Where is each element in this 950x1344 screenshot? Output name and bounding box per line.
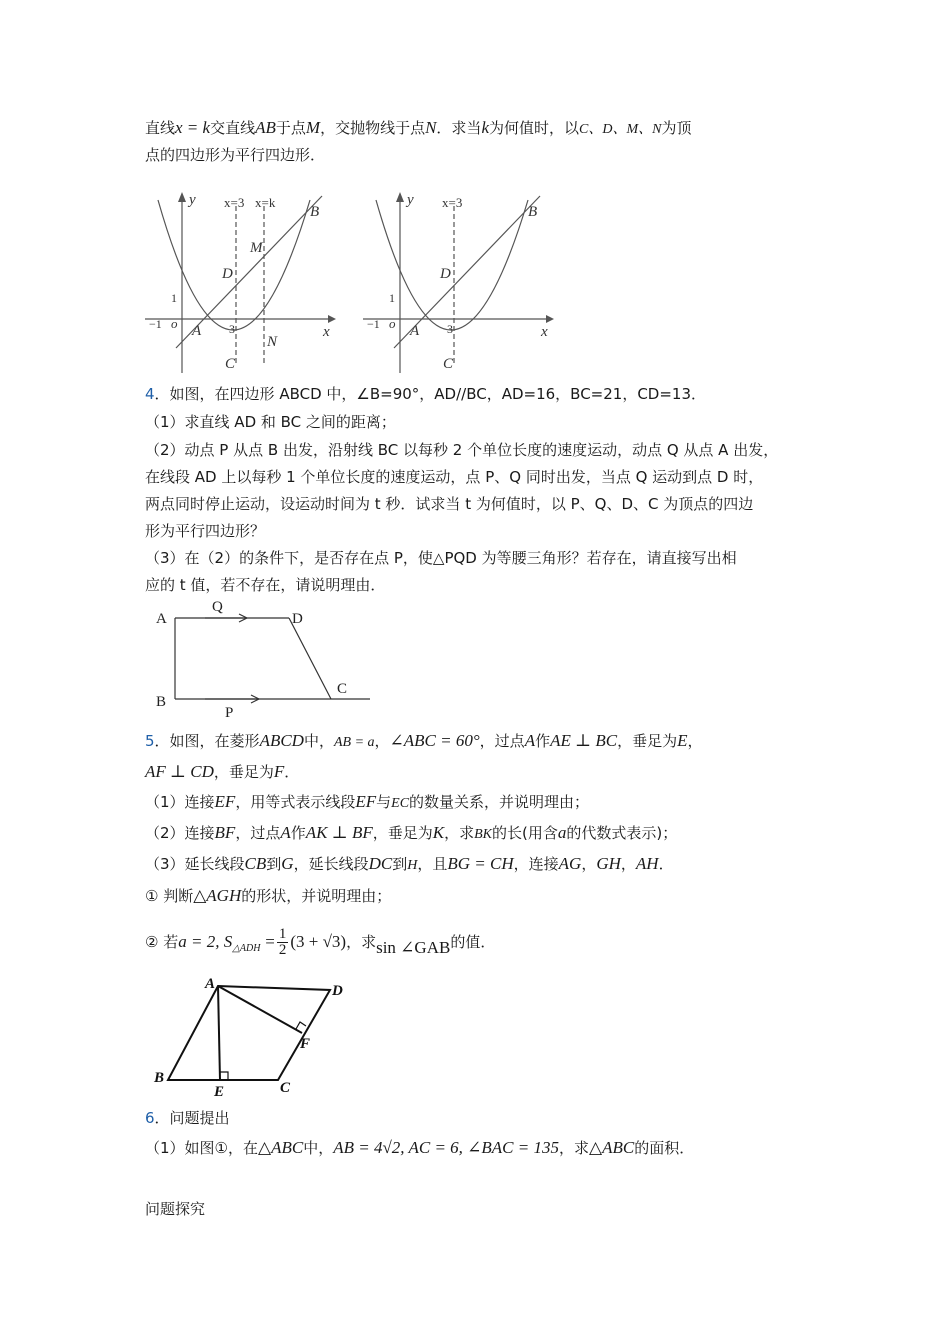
side-dc bbox=[289, 618, 331, 699]
q6-number: 6 bbox=[145, 1109, 155, 1127]
label-C: C bbox=[337, 681, 348, 697]
fraction-one-half: $\frac{1}{2}$ bbox=[278, 926, 287, 958]
label-C: C bbox=[280, 1080, 291, 1096]
q4-sub2-c: 两点同时停止运动，设运动时间为 t 秒．试求当 t 为何值时，以 P、Q、D、C 为顶点的四边 bbox=[145, 495, 754, 513]
q4-stem: 4．如图，在四边形 ABCD 中，∠B=90°，AD//BC，AD=16，BC=21，CD=13． bbox=[145, 385, 707, 403]
q4-sub2-a: （2）动点 P 从点 B 出发，沿射线 BC 以每秒 2 个单位长度的速度运动，动点 Q 从点 A 出发， bbox=[145, 441, 779, 459]
x-axis-arrow bbox=[546, 315, 554, 323]
label-D: D bbox=[332, 983, 343, 999]
label-A: A bbox=[205, 976, 216, 992]
intro-line-1: 直线x = k交直线AB于点M，交抛物线于点N．求当k为何值时，以C、D、M、N为顶 bbox=[145, 118, 692, 137]
math-x-eq-k: x = k bbox=[175, 118, 211, 137]
q4-sub3-b: 应的 t 值，若不存在，请说明理由． bbox=[145, 576, 386, 594]
label-B: B bbox=[154, 1070, 165, 1086]
label-xk: x=k bbox=[255, 195, 276, 210]
right-angle-mark-f bbox=[296, 1022, 306, 1029]
rhombus-abcd bbox=[168, 986, 330, 1080]
q5-sub1: （1）连接EF，用等式表示线段EF与EC的数量关系，并说明理由； bbox=[145, 792, 590, 811]
q5-sub2: （2）连接BF，过点A作AK ⊥ BF，垂足为K，求BK的长(用含a的代数式表示)； bbox=[145, 823, 678, 842]
label-1: 1 bbox=[171, 291, 177, 305]
right-angle-mark-e bbox=[220, 1072, 228, 1080]
label-D: D bbox=[292, 611, 303, 627]
label-neg1: −1 bbox=[367, 317, 380, 331]
label-D: D bbox=[222, 266, 233, 282]
y-axis-arrow bbox=[396, 192, 404, 202]
label-D: D bbox=[440, 266, 451, 282]
label-3: 3 bbox=[229, 322, 235, 336]
label-x3: x=3 bbox=[442, 195, 463, 210]
segment-af bbox=[218, 986, 302, 1033]
label-o: o bbox=[171, 316, 178, 331]
label-1: 1 bbox=[389, 291, 395, 305]
label-A: A bbox=[156, 611, 167, 627]
label-N: N bbox=[267, 334, 278, 350]
label-E: E bbox=[214, 1084, 225, 1100]
rhombus-figure bbox=[150, 972, 355, 1100]
y-axis-arrow bbox=[178, 192, 186, 202]
segment-ae bbox=[218, 986, 220, 1080]
x-axis-arrow bbox=[328, 315, 336, 323]
q5-circle2: ② 若a = 2, $S_{\triangle ADH}$ = $\frac{1}{2}$ (3 + √3)，求sin ∠GAB的值． bbox=[145, 926, 496, 958]
q5-sub3: （3）延长线段CB到G，延长线段DC到H，且BG = CH，连接AG，GH，AH． bbox=[145, 854, 674, 873]
label-o: o bbox=[389, 316, 396, 331]
label-C: C bbox=[443, 356, 454, 372]
intro-line-2: 点的四边形为平行四边形． bbox=[145, 146, 326, 164]
label-C: C bbox=[225, 356, 236, 372]
label-x: x bbox=[541, 324, 548, 340]
label-M: M bbox=[250, 240, 263, 256]
label-Q: Q bbox=[212, 599, 223, 615]
parabola-curve bbox=[158, 200, 310, 330]
trapezoid-figure bbox=[145, 596, 385, 722]
label-y: y bbox=[189, 192, 196, 208]
label-x3: x=3 bbox=[224, 195, 245, 210]
label-y: y bbox=[407, 192, 414, 208]
q4-sub2-b: 在线段 AD 上以每秒 1 个单位长度的速度运动，点 P、Q 同时出发，当点 Q 运动到点 D 时， bbox=[145, 468, 764, 486]
label-x: x bbox=[323, 324, 330, 340]
label-A: A bbox=[410, 323, 420, 339]
label-neg1: −1 bbox=[149, 317, 162, 331]
q5-circle1: ① 判断△AGH的形状，并说明理由； bbox=[145, 886, 392, 905]
q5-stem-line1: 5．如图，在菱形ABCD中，AB = a，∠ABC = 60°，过点A作AE ⊥ BC，垂足为E， bbox=[145, 731, 703, 750]
label-3: 3 bbox=[447, 322, 453, 336]
q4-sub1: （1）求直线 AD 和 BC 之间的距离； bbox=[145, 413, 396, 431]
q4-sub2-d: 形为平行四边形？ bbox=[145, 522, 266, 540]
q5-number: 5 bbox=[145, 732, 155, 750]
label-B: B bbox=[528, 204, 538, 220]
parabola-graph-1 bbox=[140, 188, 340, 380]
section-explore-heading: 问题探究 bbox=[145, 1200, 206, 1218]
parabola-curve bbox=[376, 200, 528, 330]
q6-sub1: （1）如图①，在△ABC中，AB = 4√2, AC = 6, ∠BAC = 135，求△ABC的面积． bbox=[145, 1138, 695, 1157]
q4-sub3-a: （3）在（2）的条件下，是否存在点 P，使△PQD 为等腰三角形？若存在，请直接写出相 bbox=[145, 549, 737, 567]
q4-number: 4 bbox=[145, 385, 155, 403]
label-P: P bbox=[225, 705, 234, 721]
label-B: B bbox=[156, 694, 167, 710]
label-B: B bbox=[310, 204, 320, 220]
q5-stem-line2: AF ⊥ CD，垂足为F． bbox=[145, 762, 300, 781]
label-F: F bbox=[300, 1036, 311, 1052]
parabola-graph-2 bbox=[358, 188, 558, 380]
label-A: A bbox=[192, 323, 202, 339]
q6-title: 6．问题提出 bbox=[145, 1109, 230, 1127]
